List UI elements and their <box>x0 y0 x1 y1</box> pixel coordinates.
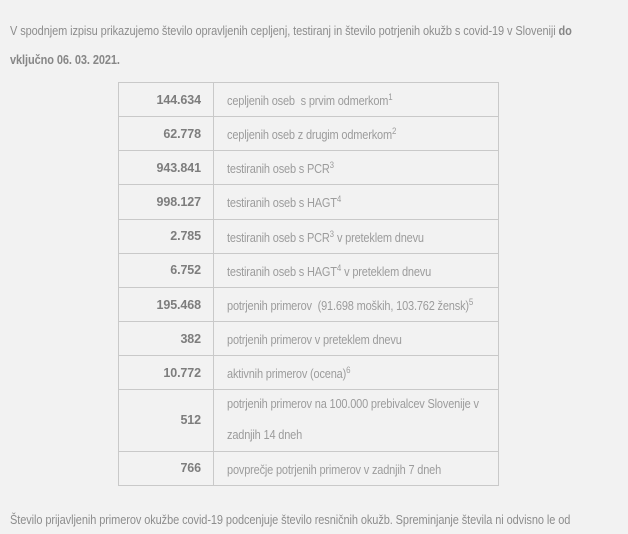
table-row <box>119 117 499 151</box>
footnote-marker: 4 <box>336 262 342 273</box>
footer-paragraph <box>10 505 622 534</box>
row-value: 766 <box>119 451 214 485</box>
row-label-text: testiranih oseb s HAGT <box>227 264 337 279</box>
table-row <box>119 83 499 117</box>
row-label-text: cepljenih oseb z drugim odmerkom <box>227 128 392 143</box>
row-label <box>214 322 499 356</box>
row-label-after: v preteklem dnevu <box>334 230 424 245</box>
table-row <box>119 322 499 356</box>
row-label <box>214 287 499 321</box>
row-label-text: testiranih oseb s HAGT <box>227 196 337 211</box>
row-value: 512 <box>119 390 214 451</box>
row-label <box>214 151 499 185</box>
footnote-marker: 3 <box>329 160 335 171</box>
table-row <box>119 390 499 451</box>
covid-statistics-table <box>118 82 499 486</box>
row-value: 195.468 <box>119 287 214 321</box>
intro-text <box>10 16 618 74</box>
footer-text: Število prijavljenih primerov okužbe covid-19 podcenjuje število resničnih okužb. Spreminjanje števila ni odvisno le od <box>10 511 571 527</box>
footnote-marker: 6 <box>346 365 351 376</box>
table-row <box>119 356 499 390</box>
footnote-marker: 1 <box>388 92 393 102</box>
intro-text-bold: do vključno 06. 03. 2021. <box>10 23 572 67</box>
row-label <box>214 253 499 287</box>
table-row <box>119 185 499 219</box>
row-label-text: cepljenih oseb s prvim odmerkom <box>227 94 389 109</box>
table-row <box>119 287 499 321</box>
row-value: 10.772 <box>119 356 214 390</box>
row-label <box>214 83 499 117</box>
row-label-text: povprečje potrjenih primerov v zadnjih 7 dneh <box>227 462 442 477</box>
intro-paragraph <box>10 16 622 74</box>
row-value: 62.778 <box>119 117 214 151</box>
row-label-text: potrjenih primerov v preteklem dnevu <box>227 333 402 348</box>
table-row <box>119 219 499 253</box>
row-label-text: testiranih oseb s PCR <box>227 162 330 177</box>
row-label-text: potrjenih primerov (91.698 moških, 103.762 žensk) <box>227 299 469 314</box>
row-label <box>214 356 499 390</box>
intro-text-normal: V spodnjem izpisu prikazujemo število opravljenih cepljenj, testiranj in število potrjenih okužb s covid-19 v Sloveniji <box>10 23 559 38</box>
footnote-marker: 5 <box>468 296 474 307</box>
row-label <box>214 219 499 253</box>
row-label <box>214 390 499 451</box>
row-label-text: aktivnih primerov (ocena) <box>227 367 347 382</box>
row-label <box>214 451 499 485</box>
table-row <box>119 451 499 485</box>
row-label-after: v preteklem dnevu <box>341 264 432 279</box>
table-row <box>119 151 499 185</box>
row-label-text: potrjenih primerov na 100.000 prebivalcev Slovenije v zadnjih 14 dneh <box>227 397 482 443</box>
row-label-text: testiranih oseb s PCR <box>227 230 330 245</box>
row-label <box>214 185 499 219</box>
row-value: 998.127 <box>119 185 214 219</box>
row-value: 2.785 <box>119 219 214 253</box>
footnote-marker: 4 <box>336 194 342 205</box>
table-row <box>119 253 499 287</box>
footnote-marker: 3 <box>329 228 335 239</box>
row-value: 144.634 <box>119 83 214 117</box>
row-value: 943.841 <box>119 151 214 185</box>
row-value: 382 <box>119 322 214 356</box>
row-value: 6.752 <box>119 253 214 287</box>
footnote-marker: 2 <box>391 126 397 137</box>
row-label <box>214 117 499 151</box>
